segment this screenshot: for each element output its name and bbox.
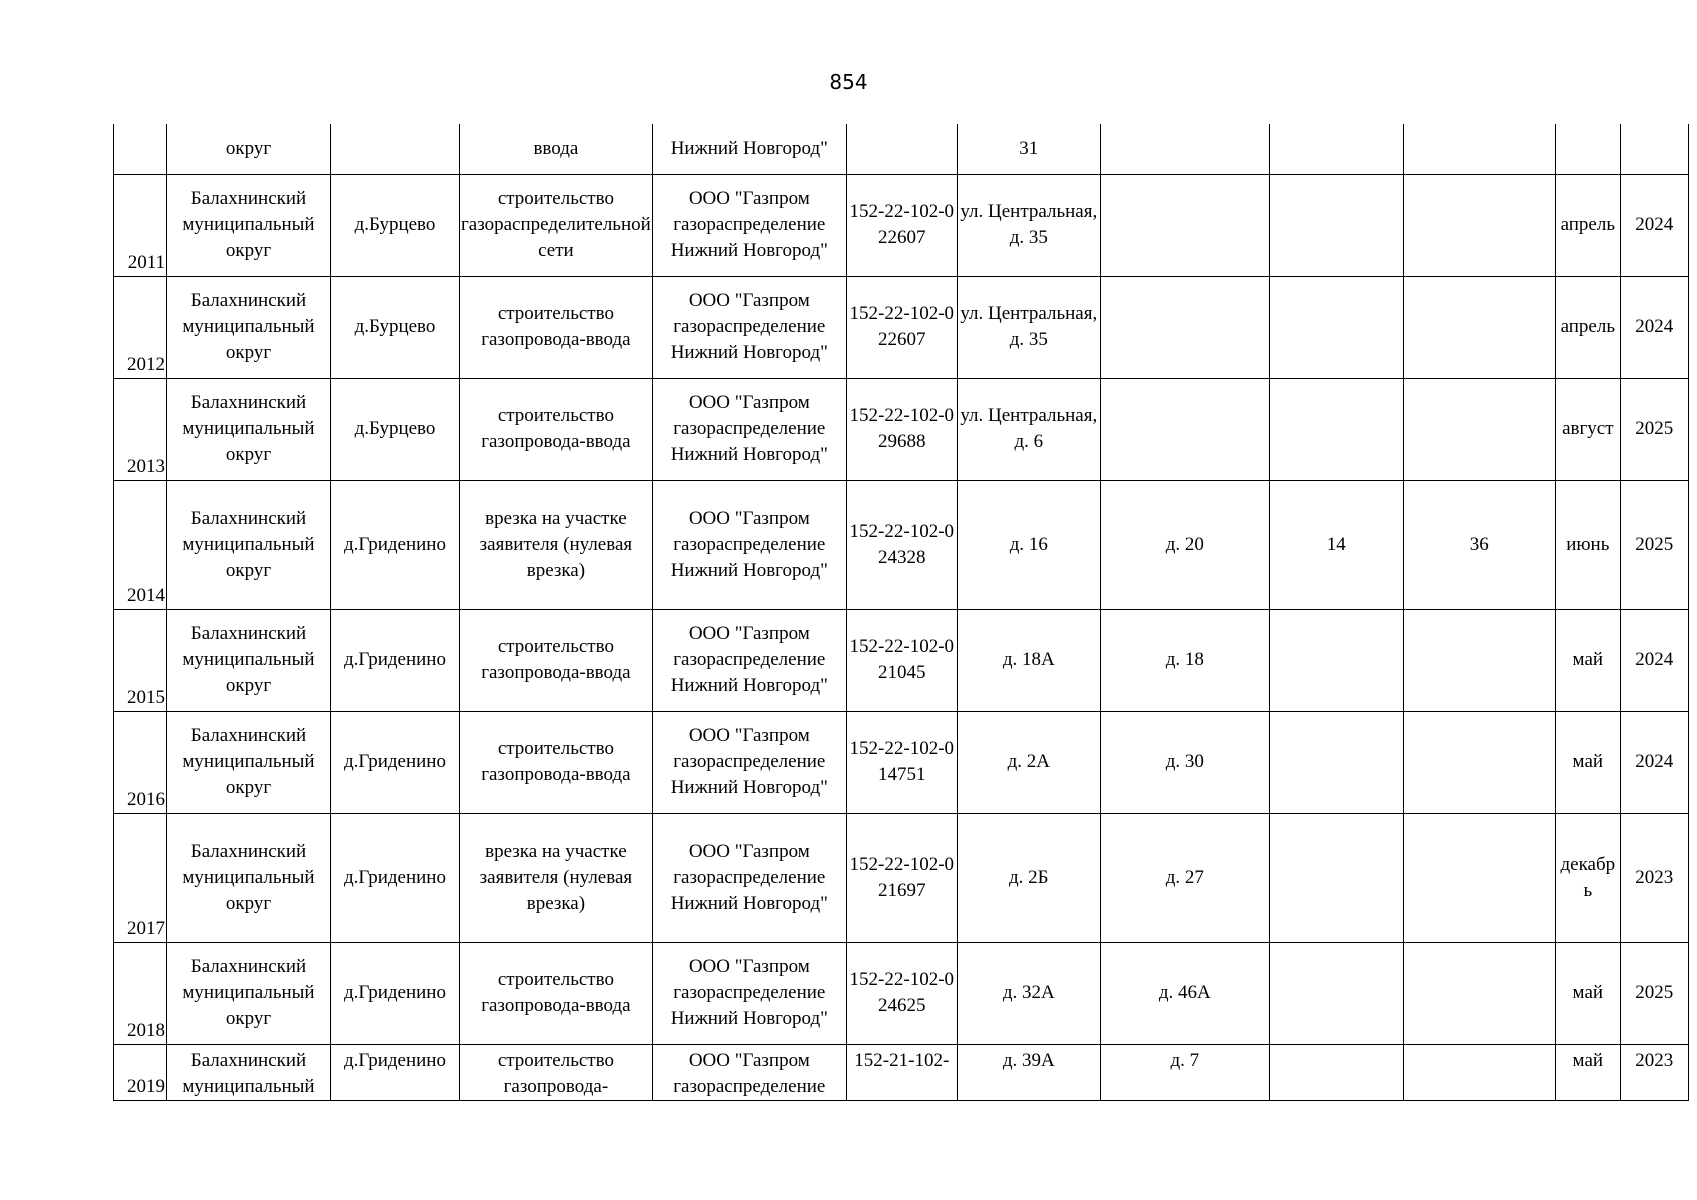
address-cell: 31 [957,124,1100,174]
district-cell: Балахнинский муниципальный округ [167,711,331,813]
address-cell: ул. Центральная, д. 35 [957,276,1100,378]
address-cell: д. 32А [957,942,1100,1044]
locality-cell: д.Гриденино [331,609,460,711]
organization-cell: Нижний Новгород" [652,124,846,174]
address-secondary-cell: д. 27 [1100,813,1269,942]
locality-cell: д.Бурцево [331,276,460,378]
month-cell: декабрь [1555,813,1620,942]
district-cell: Балахнинский муниципальный округ [167,480,331,609]
district-cell: Балахнинский муниципальный округ [167,378,331,480]
district-cell: Балахнинский муниципальный округ [167,609,331,711]
work-type-cell: врезка на участке заявителя (нулевая врезка) [460,813,653,942]
table-row [114,942,1689,1044]
address-secondary-cell: д. 30 [1100,711,1269,813]
organization-cell: ООО "Газпром газораспределение Нижний Новгород" [652,378,846,480]
application-code-cell: 152-22-102-021697 [846,813,957,942]
table-row [114,480,1689,609]
application-code-cell: 152-22-102-024625 [846,942,957,1044]
address-secondary-cell: д. 18 [1100,609,1269,711]
month-cell: май [1555,942,1620,1044]
table-row [114,711,1689,813]
application-code-cell: 152-22-102-022607 [846,276,957,378]
year-cell: 2024 [1620,174,1688,276]
locality-cell: д.Бурцево [331,174,460,276]
count-a-cell [1269,124,1403,174]
locality-cell: д.Гриденино [331,1044,460,1100]
month-cell: апрель [1555,276,1620,378]
address-cell: д. 16 [957,480,1100,609]
organization-cell: ООО "Газпром газораспределение Нижний Новгород" [652,174,846,276]
address-cell: д. 2Б [957,813,1100,942]
row-number: 2013 [114,378,167,480]
count-b-cell [1403,609,1555,711]
year-cell: 2024 [1620,711,1688,813]
address-secondary-cell: д. 7 [1100,1044,1269,1100]
address-secondary-cell [1100,174,1269,276]
table-row [114,609,1689,711]
table-row [114,378,1689,480]
locality-cell: д.Бурцево [331,378,460,480]
organization-cell: ООО "Газпром газораспределение Нижний Новгород" [652,711,846,813]
application-code-cell: 152-21-102- [846,1044,957,1100]
count-b-cell [1403,378,1555,480]
table-row [114,276,1689,378]
month-cell: август [1555,378,1620,480]
count-a-cell: 14 [1269,480,1403,609]
count-b-cell [1403,1044,1555,1100]
count-b-cell: 36 [1403,480,1555,609]
row-number: 2014 [114,480,167,609]
count-a-cell [1269,174,1403,276]
row-number [114,124,167,174]
row-number: 2019 [114,1044,167,1100]
row-number: 2012 [114,276,167,378]
work-type-cell: строительство газопровода-ввода [460,378,653,480]
year-cell: 2025 [1620,942,1688,1044]
work-type-cell: строительство газопровода-ввода [460,711,653,813]
page-number: 854 [829,70,868,94]
year-cell: 2024 [1620,609,1688,711]
locality-cell: д.Гриденино [331,813,460,942]
row-number: 2015 [114,609,167,711]
address-cell: ул. Центральная, д. 6 [957,378,1100,480]
application-code-cell [846,124,957,174]
table-row [114,1044,1689,1100]
table-row [114,124,1689,174]
count-a-cell [1269,1044,1403,1100]
count-b-cell [1403,711,1555,813]
count-b-cell [1403,813,1555,942]
application-code-cell: 152-22-102-024328 [846,480,957,609]
work-type-cell: врезка на участке заявителя (нулевая врезка) [460,480,653,609]
locality-cell [331,124,460,174]
row-number: 2017 [114,813,167,942]
locality-cell: д.Гриденино [331,942,460,1044]
district-cell: Балахнинский муниципальный округ [167,942,331,1044]
application-code-cell: 152-22-102-029688 [846,378,957,480]
work-type-cell: строительство газопровода- [460,1044,653,1100]
count-b-cell [1403,174,1555,276]
address-cell: д. 18А [957,609,1100,711]
work-type-cell: строительство газопровода-ввода [460,942,653,1044]
address-cell: д. 2А [957,711,1100,813]
count-a-cell [1269,276,1403,378]
gas-connection-table [113,124,1689,1101]
year-cell: 2023 [1620,813,1688,942]
address-secondary-cell [1100,124,1269,174]
count-a-cell [1269,813,1403,942]
address-secondary-cell [1100,378,1269,480]
work-type-cell: строительство газопровода-ввода [460,276,653,378]
table-row [114,813,1689,942]
organization-cell: ООО "Газпром газораспределение Нижний Новгород" [652,813,846,942]
application-code-cell: 152-22-102-022607 [846,174,957,276]
district-cell: Балахнинский муниципальный округ [167,813,331,942]
address-cell: ул. Центральная, д. 35 [957,174,1100,276]
year-cell: 2025 [1620,480,1688,609]
address-secondary-cell: д. 20 [1100,480,1269,609]
organization-cell: ООО "Газпром газораспределение Нижний Новгород" [652,942,846,1044]
count-b-cell [1403,942,1555,1044]
work-type-cell: ввода [460,124,653,174]
count-a-cell [1269,609,1403,711]
locality-cell: д.Гриденино [331,711,460,813]
count-a-cell [1269,378,1403,480]
row-number: 2011 [114,174,167,276]
organization-cell: ООО "Газпром газораспределение Нижний Новгород" [652,609,846,711]
address-secondary-cell [1100,276,1269,378]
year-cell: 2024 [1620,276,1688,378]
organization-cell: ООО "Газпром газораспределение Нижний Новгород" [652,276,846,378]
address-cell: д. 39А [957,1044,1100,1100]
district-cell: Балахнинский муниципальный [167,1044,331,1100]
application-code-cell: 152-22-102-014751 [846,711,957,813]
month-cell: май [1555,1044,1620,1100]
year-cell: 2023 [1620,1044,1688,1100]
month-cell [1555,124,1620,174]
district-cell: Балахнинский муниципальный округ [167,174,331,276]
year-cell [1620,124,1688,174]
count-a-cell [1269,711,1403,813]
organization-cell: ООО "Газпром газораспределение [652,1044,846,1100]
month-cell: май [1555,711,1620,813]
district-cell: округ [167,124,331,174]
row-number: 2018 [114,942,167,1044]
address-secondary-cell: д. 46А [1100,942,1269,1044]
application-code-cell: 152-22-102-021045 [846,609,957,711]
locality-cell: д.Гриденино [331,480,460,609]
table-row [114,174,1689,276]
work-type-cell: строительство газораспределительной сети [460,174,653,276]
count-b-cell [1403,276,1555,378]
month-cell: май [1555,609,1620,711]
month-cell: апрель [1555,174,1620,276]
month-cell: июнь [1555,480,1620,609]
count-a-cell [1269,942,1403,1044]
year-cell: 2025 [1620,378,1688,480]
work-type-cell: строительство газопровода-ввода [460,609,653,711]
count-b-cell [1403,124,1555,174]
organization-cell: ООО "Газпром газораспределение Нижний Новгород" [652,480,846,609]
row-number: 2016 [114,711,167,813]
district-cell: Балахнинский муниципальный округ [167,276,331,378]
